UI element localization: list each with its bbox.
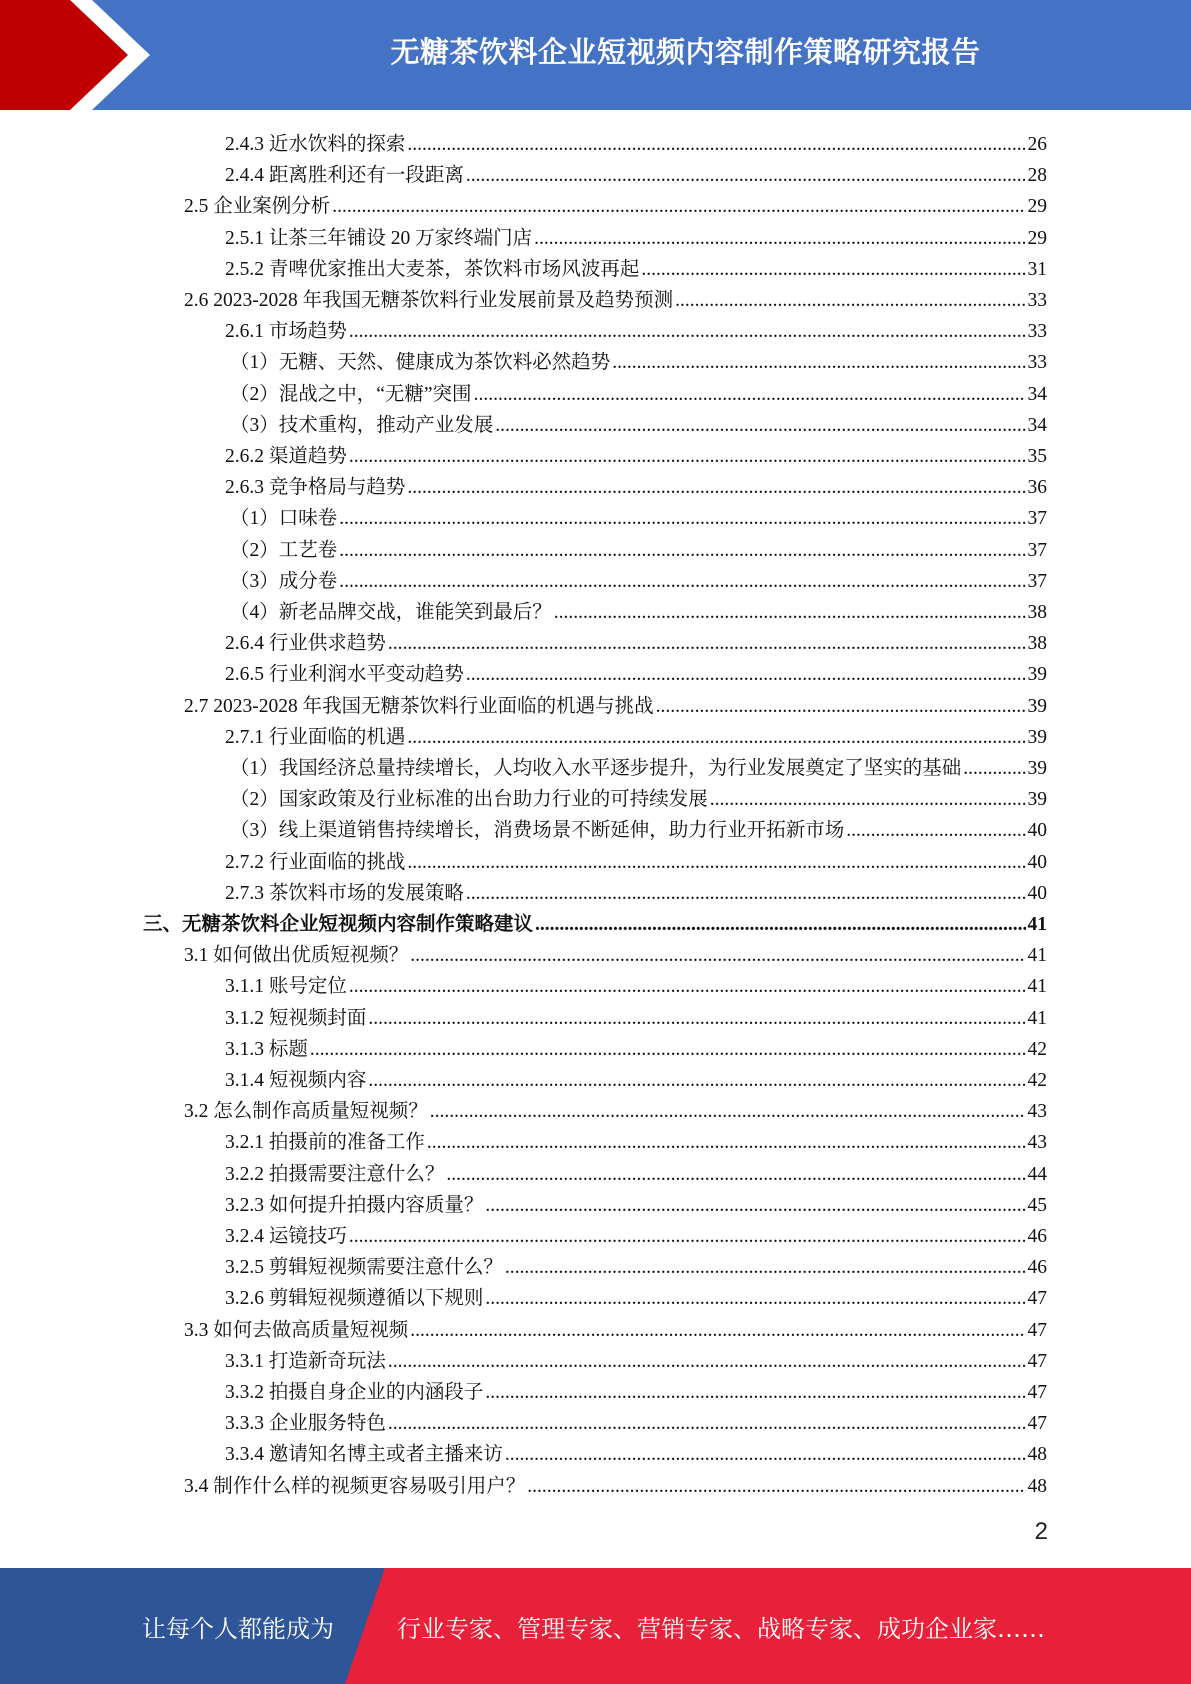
toc-entry-title: 3.3.2 拍摄自身企业的内涵段子 — [225, 1382, 484, 1403]
toc-dot-leader — [675, 290, 1025, 312]
toc-entry-page: 37 — [1027, 570, 1047, 592]
toc-dot-leader — [612, 352, 1025, 374]
toc-entry[interactable] — [184, 284, 1047, 315]
toc-entry[interactable] — [225, 1002, 1047, 1033]
toc-dot-leader — [466, 165, 1026, 187]
toc-dot-leader — [310, 1039, 1026, 1061]
toc-dot-leader — [349, 446, 1026, 468]
toc-dot-leader — [332, 196, 1025, 218]
toc-entry-page: 26 — [1027, 134, 1047, 155]
toc-entry[interactable] — [225, 159, 1047, 190]
toc-entry-title: （2）混战之中，“无糖”突围 — [230, 383, 472, 405]
toc-entry[interactable] — [225, 846, 1047, 877]
toc-entry-title: 2.5 企业案例分析 — [184, 196, 331, 218]
toc-entry[interactable] — [225, 440, 1047, 471]
toc-entry-title: 2.5.1 让茶三年铺设 20 万家终端门店 — [225, 227, 533, 249]
toc-entry[interactable] — [225, 315, 1047, 346]
toc-dot-leader — [554, 602, 1026, 624]
page-footer — [0, 1568, 1191, 1684]
toc-dot-leader — [349, 321, 1026, 343]
toc-dot-leader — [485, 1195, 1025, 1217]
toc-dot-leader — [388, 1351, 1026, 1373]
toc-entry[interactable] — [225, 1376, 1047, 1407]
toc-entry-page: 47 — [1027, 1350, 1047, 1372]
page-header — [0, 0, 1191, 110]
toc-dot-leader — [368, 1070, 1025, 1092]
toc-dot-leader — [466, 883, 1026, 905]
toc-entry[interactable] — [225, 627, 1047, 658]
toc-entry[interactable] — [225, 471, 1047, 502]
toc-entry-title: 2.7.1 行业面临的机遇 — [225, 726, 406, 748]
toc-entry-title: 2.6.3 竞争格局与趋势 — [225, 477, 406, 499]
toc-entry[interactable] — [184, 190, 1047, 221]
toc-dot-leader — [388, 633, 1026, 655]
toc-entry-title: 3.1.1 账号定位 — [225, 976, 347, 998]
toc-entry-title: 3.3.3 企业服务特色 — [225, 1413, 386, 1435]
toc-dot-leader — [505, 1257, 1026, 1279]
toc-dot-leader — [656, 696, 1026, 718]
toc-entry-page: 38 — [1027, 602, 1047, 623]
toc-entry-page: 37 — [1027, 539, 1047, 561]
toc-entry-page: 33 — [1027, 290, 1047, 311]
toc-entry-title: （1）我国经济总量持续增长，人均收入水平逐步提升，为行业发展奠定了坚实的基础 — [230, 758, 962, 779]
footer-slogan-left: 让每个人都能成为 — [142, 1614, 334, 1643]
toc-entry[interactable] — [225, 1251, 1047, 1282]
toc-dot-leader — [495, 415, 1025, 437]
toc-entry-page: 48 — [1027, 1444, 1047, 1466]
toc-entry-page: 39 — [1027, 789, 1047, 811]
toc-entry-title: 2.6.1 市场趋势 — [225, 321, 347, 343]
toc-entry[interactable] — [230, 565, 1047, 596]
toc-entry-title: 3.3 如何去做高质量短视频 — [184, 1319, 409, 1341]
toc-entry[interactable] — [225, 877, 1047, 908]
toc-entry[interactable] — [230, 534, 1047, 565]
toc-entry-title: 3.2.1 拍摄前的准备工作 — [225, 1132, 425, 1154]
toc-entry-title: 2.7 2023-2028 年我国无糖茶饮料行业面临的机遇与挑战 — [184, 695, 654, 717]
toc-entry-page: 36 — [1027, 477, 1047, 499]
toc-dot-leader — [485, 1382, 1025, 1404]
toc-entry-page: 44 — [1027, 1163, 1047, 1185]
toc-entry[interactable] — [225, 128, 1047, 159]
toc-entry-title: 3.1.3 标题 — [225, 1038, 308, 1060]
toc-entry-title: （4）新老品牌交战，谁能笑到最后？ — [230, 602, 552, 623]
footer-slogan-right: 行业专家、管理专家、营销专家、战略专家、成功企业家…… — [397, 1614, 1045, 1643]
toc-dot-leader — [527, 1476, 1025, 1498]
toc-entry-title: （3）成分卷 — [230, 570, 338, 592]
toc-entry-title: 3.4 制作什么样的视频更容易吸引用户？ — [184, 1475, 526, 1497]
toc-entry-page: 48 — [1027, 1475, 1047, 1497]
toc-entry-title: 三、无糖茶饮料企业短视频内容制作策略建议 — [143, 914, 534, 935]
toc-dot-leader — [410, 1320, 1025, 1342]
toc-entry-page: 47 — [1027, 1413, 1047, 1435]
toc-entry-title: （1）口味卷 — [230, 508, 338, 530]
toc-dot-leader — [368, 1008, 1025, 1030]
toc-entry-page: 29 — [1027, 227, 1047, 249]
toc-entry[interactable] — [184, 939, 1047, 970]
toc-entry-page: 41 — [1027, 976, 1047, 998]
toc-entry-page: 43 — [1027, 1101, 1047, 1123]
toc-entry[interactable] — [225, 721, 1047, 752]
toc-entry-title: 2.6.5 行业利润水平变动趋势 — [225, 664, 464, 686]
toc-dot-leader — [388, 1413, 1026, 1435]
toc-entry[interactable] — [230, 752, 1047, 783]
toc-entry-page: 39 — [1027, 758, 1047, 779]
toc-entry-page: 40 — [1027, 820, 1047, 842]
toc-entry-title: 2.5.2 青啤优家推出大麦茶，茶饮料市场风波再起 — [225, 258, 640, 280]
toc-dot-leader — [407, 852, 1025, 874]
toc-dot-leader — [407, 477, 1025, 499]
toc-dot-leader — [407, 727, 1025, 749]
toc-dot-leader — [846, 820, 1025, 842]
toc-entry-page: 34 — [1027, 383, 1047, 405]
toc-entry-title: 3.2.3 如何提升拍摄内容质量？ — [225, 1194, 484, 1216]
toc-entry[interactable] — [230, 783, 1047, 814]
toc-entry-title: 2.6 2023-2028 年我国无糖茶饮料行业发展前景及趋势预测 — [184, 290, 674, 311]
toc-entry[interactable] — [225, 1033, 1047, 1064]
toc-entry[interactable] — [184, 1095, 1047, 1126]
toc-dot-leader — [430, 1101, 1026, 1123]
toc-entry[interactable] — [225, 1438, 1047, 1469]
toc-entry[interactable] — [225, 253, 1047, 284]
toc-dot-leader — [466, 664, 1026, 686]
toc-entry[interactable] — [230, 346, 1047, 377]
toc-dot-leader — [474, 384, 1026, 406]
toc-entry-title: 3.1.2 短视频封面 — [225, 1007, 367, 1029]
toc-entry[interactable] — [230, 409, 1047, 440]
toc-entry-title: （2）国家政策及行业标准的出台助力行业的可持续发展 — [230, 789, 708, 811]
toc-dot-leader — [427, 1132, 1026, 1154]
toc-entry-page: 37 — [1027, 508, 1047, 530]
toc-entry-title: 2.7.2 行业面临的挑战 — [225, 851, 406, 873]
toc-entry-title: （2）工艺卷 — [230, 539, 338, 561]
toc-entry[interactable] — [143, 908, 1047, 939]
toc-dot-leader — [339, 571, 1025, 593]
toc-entry-title: 3.1 如何做出优质短视频？ — [184, 945, 409, 967]
toc-entry-page: 31 — [1027, 258, 1047, 280]
toc-entry[interactable] — [225, 1345, 1047, 1376]
toc-entry-page: 40 — [1027, 851, 1047, 873]
toc-entry-title: 3.2.5 剪辑短视频需要注意什么？ — [225, 1257, 503, 1279]
toc-entry[interactable] — [225, 222, 1047, 253]
toc-entry-page: 40 — [1027, 882, 1047, 904]
toc-entry-title: （1）无糖、天然、健康成为茶饮料必然趋势 — [230, 352, 611, 374]
toc-entry-page: 42 — [1027, 1070, 1047, 1091]
toc-entry[interactable] — [225, 1407, 1047, 1438]
toc-entry-page: 39 — [1027, 695, 1047, 717]
toc-entry-page: 39 — [1027, 664, 1047, 686]
toc-entry-page: 29 — [1027, 196, 1047, 218]
toc-entry-title: 2.6.2 渠道趋势 — [225, 446, 347, 467]
toc-entry[interactable] — [225, 1282, 1047, 1313]
toc-dot-leader — [535, 914, 1025, 936]
toc-entry-page: 47 — [1027, 1319, 1047, 1341]
toc-entry-page: 41 — [1027, 945, 1047, 967]
toc-dot-leader — [641, 259, 1025, 281]
toc-dot-leader — [485, 1288, 1025, 1310]
toc-entry-title: 3.3.1 打造新奇玩法 — [225, 1350, 386, 1372]
toc-entry-title: 3.2.6 剪辑短视频遵循以下规则 — [225, 1288, 484, 1310]
toc-entry-title: 2.7.3 茶饮料市场的发展策略 — [225, 882, 464, 904]
toc-dot-leader — [446, 1164, 1025, 1186]
toc-entry[interactable] — [230, 502, 1047, 533]
toc-dot-leader — [534, 228, 1025, 250]
toc-entry-title: 3.1.4 短视频内容 — [225, 1070, 367, 1091]
toc-entry-title: 2.4.4 距离胜利还有一段距离 — [225, 165, 464, 187]
toc-entry[interactable] — [230, 378, 1047, 409]
toc-entry-page: 43 — [1027, 1132, 1047, 1154]
toc-entry[interactable] — [230, 814, 1047, 845]
toc-entry[interactable] — [225, 658, 1047, 689]
report-title: 无糖茶饮料企业短视频内容制作策略研究报告 — [390, 34, 981, 69]
toc-entry-page: 42 — [1027, 1038, 1047, 1060]
toc-entry-page: 34 — [1027, 414, 1047, 436]
toc-entry-title: （3）技术重构，推动产业发展 — [230, 414, 494, 436]
page-number: 2 — [1034, 1518, 1048, 1545]
toc-entry-page: 45 — [1027, 1194, 1047, 1216]
toc-dot-leader — [410, 945, 1025, 967]
toc-entry-page: 46 — [1027, 1257, 1047, 1279]
toc-dot-leader — [339, 508, 1025, 530]
toc-entry[interactable] — [225, 1220, 1047, 1251]
toc-entry-page: 46 — [1027, 1226, 1047, 1247]
toc-dot-leader — [339, 540, 1025, 562]
toc-entry-title: 3.2.2 拍摄需要注意什么？ — [225, 1163, 445, 1185]
toc-entry[interactable] — [184, 690, 1047, 721]
toc-entry-page: 38 — [1027, 633, 1047, 655]
toc-entry-page: 47 — [1027, 1382, 1047, 1403]
toc-entry-title: 3.3.4 邀请知名博主或者主播来访 — [225, 1444, 503, 1466]
toc-entry-page: 35 — [1027, 446, 1047, 467]
toc-entry[interactable] — [225, 970, 1047, 1001]
toc-entry-page: 39 — [1027, 726, 1047, 748]
toc-entry-page: 33 — [1027, 321, 1047, 343]
toc-entry-title: 3.2 怎么制作高质量短视频？ — [184, 1101, 428, 1123]
toc-entry[interactable] — [225, 1126, 1047, 1157]
toc-entry[interactable] — [184, 1470, 1047, 1501]
toc-entry[interactable] — [225, 1064, 1047, 1095]
toc-dot-leader — [963, 758, 1025, 780]
toc-entry[interactable] — [230, 596, 1047, 627]
toc-entry-title: 2.4.3 近水饮料的探索 — [225, 134, 406, 155]
toc-entry-page: 28 — [1027, 165, 1047, 187]
toc-dot-leader — [349, 1226, 1026, 1248]
toc-entry[interactable] — [225, 1158, 1047, 1189]
toc-dot-leader — [505, 1444, 1026, 1466]
toc-entry[interactable] — [184, 1314, 1047, 1345]
toc-entry-page: 41 — [1027, 914, 1047, 935]
toc-entry-page: 33 — [1027, 352, 1047, 374]
toc-entry-title: 3.2.4 运镜技巧 — [225, 1226, 347, 1247]
toc-entry-title: （3）线上渠道销售持续增长，消费场景不断延伸，助力行业开拓新市场 — [230, 820, 845, 842]
toc-entry-title: 2.6.4 行业供求趋势 — [225, 633, 386, 655]
toc-entry[interactable] — [225, 1189, 1047, 1220]
toc-entry-page: 47 — [1027, 1288, 1047, 1310]
toc-dot-leader — [710, 789, 1026, 811]
toc-dot-leader — [407, 134, 1025, 156]
toc-entry-page: 41 — [1027, 1007, 1047, 1029]
toc-dot-leader — [349, 976, 1026, 998]
